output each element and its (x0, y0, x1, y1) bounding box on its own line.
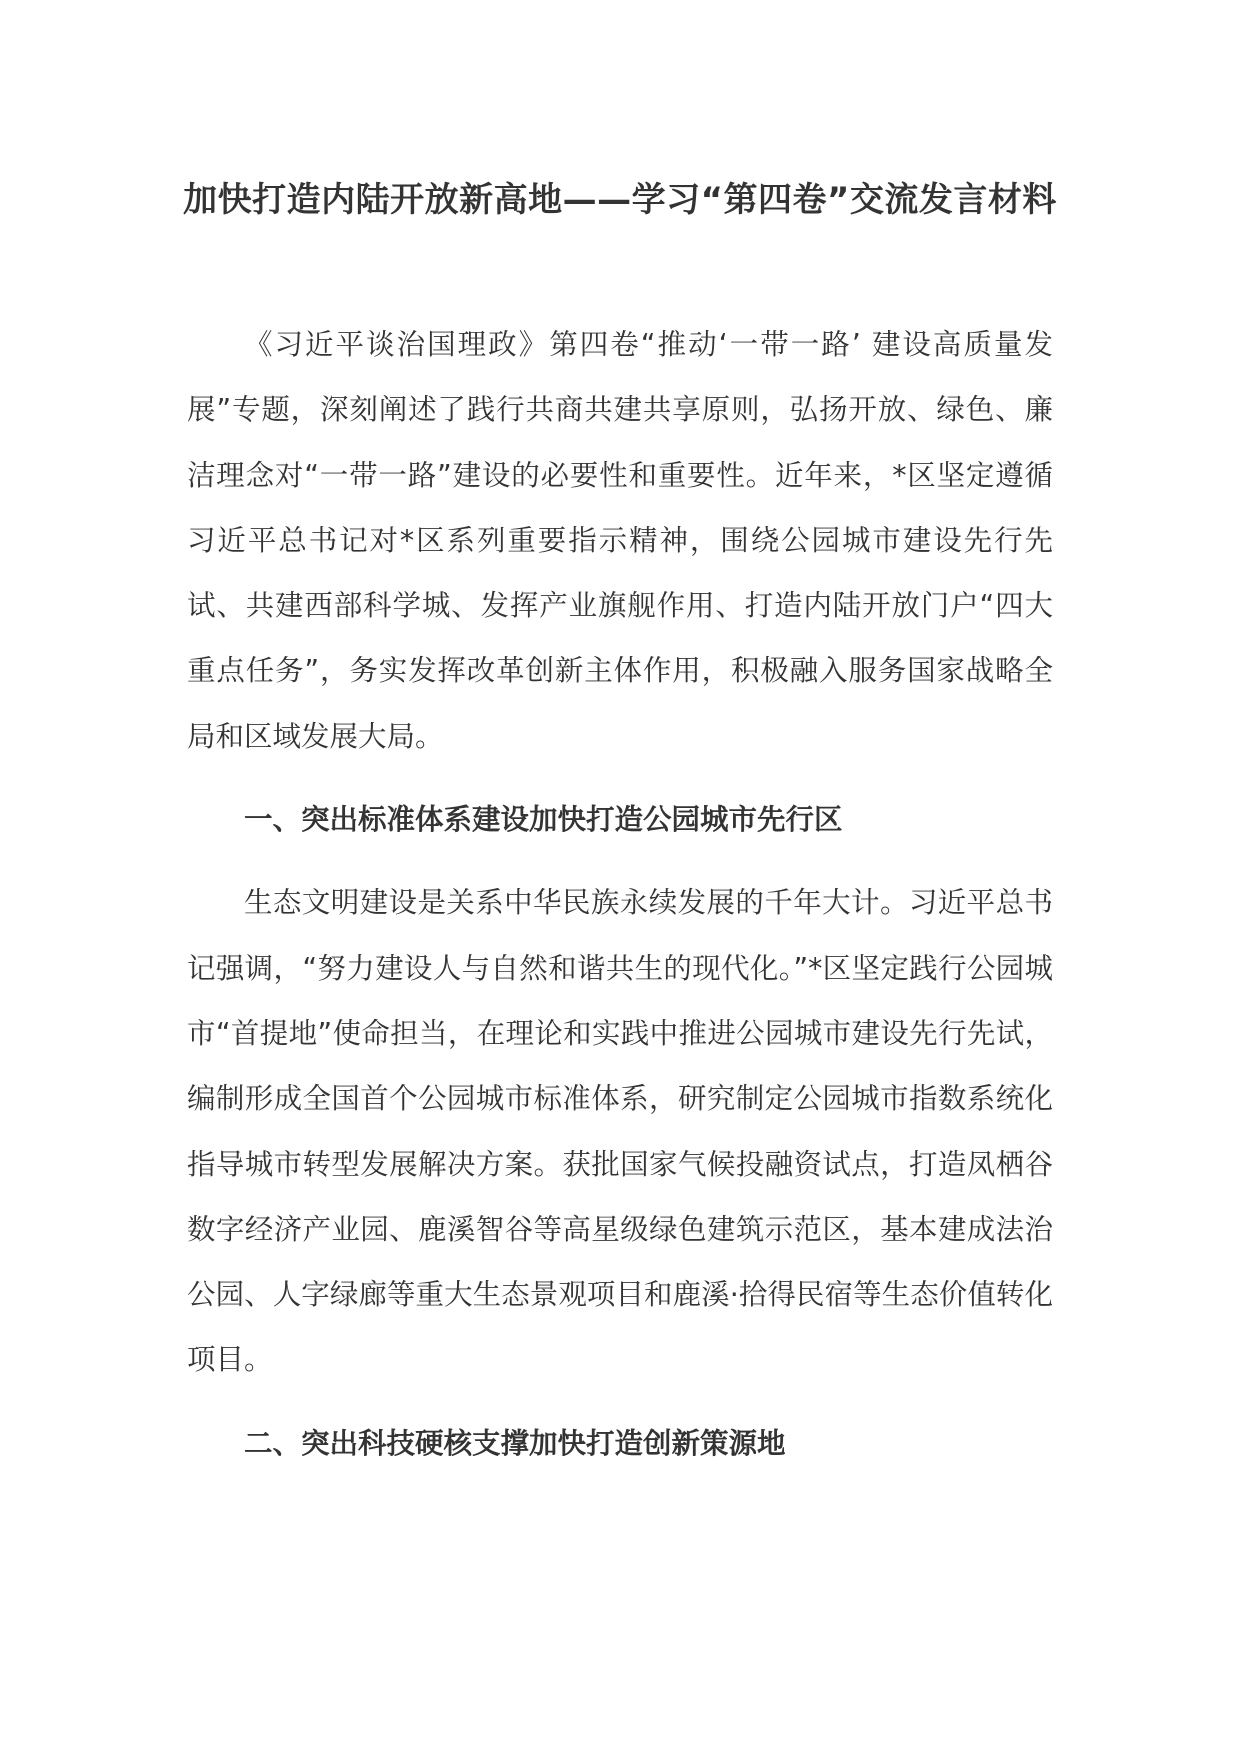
document-body (187, 312, 1053, 1476)
document-title: 加快打造内陆开放新高地——学习“第四卷”交流发言材料 (183, 180, 1057, 220)
section-2-heading: 二、突出科技硬核支撑加快打造创新策源地 (244, 1426, 786, 1460)
intro-paragraph: 《习近平谈治国理政》第四卷“推动‘一带一路’ 建设高质量发展”专题，深刻阐述了践行共商共建共享原则，弘扬开放、绿色、廉洁理念对“一带一路”建设的必要性和重要性。近年来，*区坚定遵循习近平总书记对*区系列重要指示精神，围绕公园城市建设先行先试、共建西部科学城、发挥产业旗舰作用、打造内陆开放门户“四大重点任务”，务实发挥改革创新主体作用，积极融入服务国家战略全局和区域发展大局。 (187, 328, 1053, 753)
section-1-heading: 一、突出标准体系建设加快打造公园城市先行区 (244, 803, 843, 837)
section-1-paragraph: 生态文明建设是关系中华民族永续发展的千年大计。习近平总书记强调，“努力建设人与自然和谐共生的现代化。”*区坚定践行公园城市“首提地”使命担当，在理论和实践中推进公园城市建设先行先试，编制形成全国首个公园城市标准体系，研究制定公园城市指数系统化指导城市转型发展解决方案。获批国家气候投融资试点，打造凤栖谷数字经济产业园、鹿溪智谷等高星级绿色建筑示范区，基本建成法治公园、人字绿廊等重大生态景观项目和鹿溪·拾得民宿等生态价值转化项目。 (187, 886, 1053, 1377)
